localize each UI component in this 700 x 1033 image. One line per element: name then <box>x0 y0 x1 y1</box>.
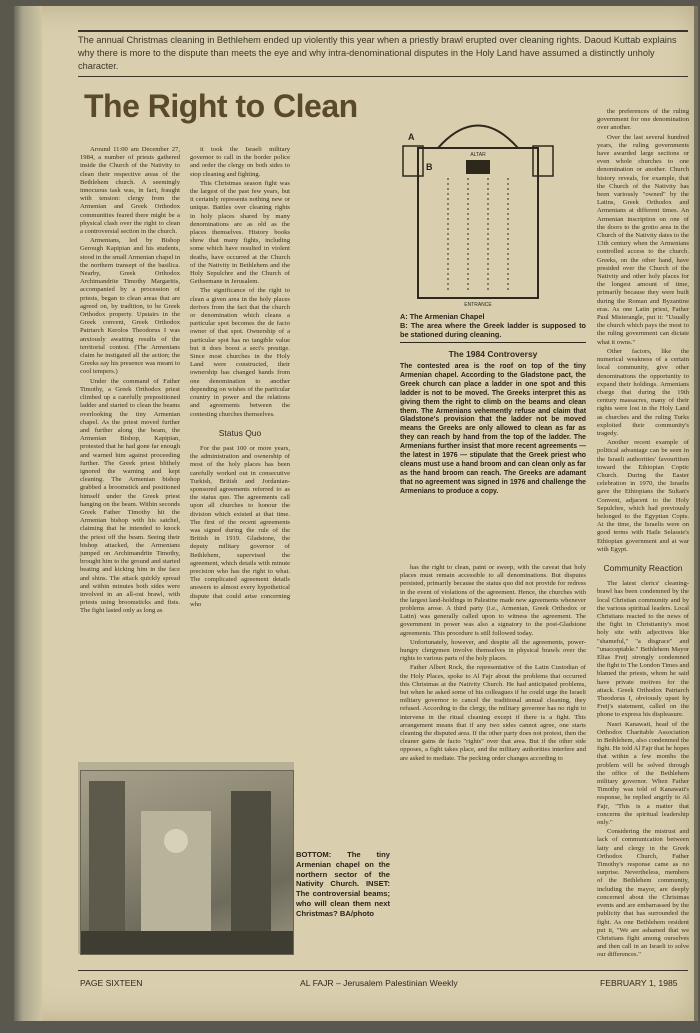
paragraph: Other factors, like the numerical weakness of a certain local community, give other denominations the opportunity to expand their holdings. Armenians charge that during the 19th century massacres, many of their rights were lost in the Holy Land as churches and the ruling Turks exploited their community's tragedy. <box>597 347 689 437</box>
column-3 <box>400 564 586 764</box>
paragraph: Around 11:00 am December 27, 1984, a number of priests gathered inside the Church of the Nativity to clean their respective areas of the Bethlehem church. A seemingly innocuous task was, in fact, fraught with tension: clergy from the Armenian and Greek Orthodox communities feared there might be a physical clash over the right to clean a controversial section in the church. <box>80 146 180 236</box>
column-1 <box>80 146 180 617</box>
footer-rule <box>78 970 688 971</box>
paragraph: has the right to clean, paint or sweep, with the caveat that holy places must remain accessible to all denominations. But disputes persisted, primarily because the status quo did not provide for redress in the event of violations of the agreement. Hence, the churches with the largest land-holdings in Palestine made new agreements whenever problems arose. A third party (i.e., Armenian, Greek Orthodox or Latin) was generally called upon to witness the agreement. The government in power was also a signatory to the post-Gladstone agreements. This procedure is still followed today. <box>400 564 586 637</box>
entrance-label: ENTRANCE <box>464 302 492 308</box>
column-4 <box>597 108 689 961</box>
photo-caption-wrap <box>296 850 390 919</box>
paragraph: Under the command of Father Timothy, a Greek Orthodox priest climbed up a carefully prepositioned ladder and started to clean the beams overlooking the tiny Armenian chapel. As the priest moved further and further along the beam, the Armenian Bishop, Kapipian, protested that he had gone far enough and warned him against proceeding further. The Greek priest blithely ignored the warning and kept cleaning. The Armenian bishop grabbed a broomstick and positioned himself under the Greek priest hanging on the beam. Within seconds Greek Father Timothy hit the Armenian bishop with his satchel, claiming that he intended to knock the priest off the beam. Seeing their bishop attacked, the Armenians jumped on Archimandrite Timothy, brought him to the ground and started beating and kicking him in the face and shins. The attack quickly spread and within minutes both sides were involved in an all-out brawl, with priests using broomsticks and fists. The fight lasted only as long as <box>80 377 180 615</box>
photo-caption: BOTTOM: The tiny Armenian chapel on the northern sector of the Nativity Church. INSET: The controversial beams; who will clean them next Christmas? BA/photo <box>296 850 390 918</box>
chapel-photo <box>80 770 294 955</box>
paragraph: Father Albert Rock, the representative of the Latin Custodian of the Holy Places, spoke to Al Fajr about the problems that occurred this Christmas at the Nativity Church. He had anticipated problems, but when he asked some of his colleagues if he could urge the Israeli military governor to cancel the traditional annual cleaning, they refused. According to the clergy, the military governor has no right to intervene in the ritual cleaning except if there is a fight. This arrangement means that if any two sides cannot agree, one starts cleaning the disputed area. If the other party does not protest, then the cleaner gains de facto "rights" over that area. But if the other side opposes, a fight takes place, and the military authorities interfere and are asked to mediate. The pecking order changes according to <box>400 664 586 762</box>
paragraph: This Christmas season fight was the largest of the past few years, but it certainly represents nothing new or unique. Battles over cleaning rights in holy places shared by many denominations are as old as the places themselves. History books show that many fights, including some which have resulted in violent deaths, have occurred at the Church of the Nativity in Bethlehem and the Holy Sepulchre and the Church of Gethsemane in Jerusalem. <box>190 179 290 286</box>
column-2 <box>190 146 290 610</box>
north-transept <box>403 146 423 176</box>
paragraph: The latest clerics' cleaning-brawl has been condemned by the local Christian community and by the various spiritual leaders. Local Christians reacted to the news of the fight in Christianity's most holy site with adjectives like "shameful," "a disgrace" and "unacceptable." Bethlehem Mayor Elias Freij strongly condemned the fight to The London Times and blamed the priests, whom he said have private motives for the attack. Greek Orthodox Patriarch Theodorus I, obviously upset by Freij's statement, called on the phone to express his displeasure. <box>597 580 689 719</box>
pillar <box>231 791 271 931</box>
issue-date: FEBRUARY 1, 1985 <box>600 978 678 988</box>
apse <box>438 126 518 149</box>
paragraph: the preferences of the ruling government for one denomination over another. <box>597 108 689 132</box>
top-rule <box>78 30 688 32</box>
article-intro: The annual Christmas cleaning in Bethlehem ended up violently this year when a priestly brawl erupted over cleaning rights. Daoud Kuttab explains why there is more to the dispute than meets the eye and why intra-denominational disputes in the Holy Land have assumed a distinctly unholy character. <box>78 35 677 71</box>
church-floor-plan <box>398 108 576 308</box>
section-heading-status-quo: Status Quo <box>218 427 262 438</box>
paragraph: Considering the mistrust and lack of communication between laity and clergy in the Greek Orthodox Church, Father Timothy's response came as no surprise. Nevertheless, members of the Bethlehem community, including the mayor, are deeply concerned about the Christmas events and are embarrassed by the publicity that has surrounded the fight. As one Bethlehem resident put it, "We are ashamed that we Christians fight among ourselves and then call in an Israeli to solve our differences." <box>597 828 689 959</box>
caption-b: B: The area where the Greek ladder is supposed to be stationed during cleaning. <box>400 321 586 340</box>
paragraph: Nasri Kanawati, head of the Orthodox Charitable Association in Bethlehem, also condemned the fight. He told Al Fajr that he hopes that within a few months the problem will be solved through the office of the Bethlehem military governor. When Father Timothy was told of Kanawati's response, he replied angrily to Al Fajr, "This is a matter that concerns the spiritual leadership only." <box>597 720 689 827</box>
controversy-text: The contested area is the roof on top of the tiny Armenian chapel. According to the Gladstone pact, the Greek church can place a ladder in one spot and this ladder is not to be moved. The Greeks interpret this as giving them the right to climb on the beams and clean them. The Armenians vehemently refuse and claim that Gladstone's provision that the ladder not be moved means the Greeks are only allowed to clean as far as they can reach by hand from the top of the ladder. The Armenians further insist that more recent agreements — the latest in 1976 — stipulate that the Greek priest who cleans must use a hand broom and can clean only as far as the hand broom can reach. The Greeks are adamant that no agreement was signed in 1976 and challenge the Armenians to produce a copy. <box>400 363 586 495</box>
south-transept <box>533 146 553 176</box>
paragraph: it took the Israeli military governor to call in the border police and order the clergy on both sides to stop cleaning and fighting. <box>190 146 290 178</box>
diagram-caption <box>400 312 586 340</box>
page-number: PAGE SIXTEEN <box>80 978 143 988</box>
altar-label: ALTAR <box>470 152 486 158</box>
point-b-label: B <box>426 162 433 172</box>
paragraph: Armenians, led by Bishop Gerough Kapipian and his students, stood in the small Armenian chapel in the northern transept of the basilica. Nearby, Greek Orthodox Archimandrite Timothy Margaritis, accompanied by a procession of priests, began to clean areas that are agreed on, by tradition, to be Greek Orthodox property. Upstairs in the Greek convent, Greek Orthodox Patriarch Kerolos Theodorus I was anxiously awaiting results of the territorial contest. (The Armenians claim he instigated all the action; the Greeks say his presence was meant to cool tempers.) <box>80 237 180 376</box>
paragraph: The significance of the right to clean a given area in the holy places derives from the fact that the church or denomination which cleans a particular spot becomes the de facto owner of that spot. Ownership of a particular spot has no tangible value but it does boost a sect's prestige. Since most churches in the Holy Land were constructed, their ownership has changed hands from one denomination to another depending on wishes of the particular country in power and the relations and agreements between the contesting churches themselves. <box>190 287 290 418</box>
altar-block <box>466 160 490 174</box>
paragraph: Over the last several hundred years, the ruling governments have awarded large sections or even whole churches to one denomination or another. Church history reveals, for example, that the Church of the Nativity has been variously "owned" by the Latins, Greek Orthodox and Armenians at different times. An Armenian inscription on one of the doors to the grotto area in the Church of the Nativity dates to the 13th century when the Armenians controlled access to the church. Greeks, on the other hand, have presided over the Church of the Nativity and other holy places for the longest amount of time, primarily because they were built during the Roman and Byzantine eras. As one Latin priest, Father Paul Misterangle, put it: "Usually the church which pays the most to the ruling government can dictate what it owns." <box>597 133 689 346</box>
publication-name: AL FAJR – Jerusalem Palestinian Weekly <box>300 978 458 988</box>
paragraph: For the past 100 or more years, the administration and ownership of most of the holy places has been carefully worked out in consecutive Turkish, British and Jordanian-sponsored agreements referred to as the status quo. The agreements call upon all churches to honour the division which existed at that time. The first of the recent agreements was signed during the rule of the British in 1919. Gladstone, the deputy military governor of Bethlehem, supervised the agreement, which details with minute precision who has the right to what. The complicated agreement details answers to almost every hypothetical dispute that could arise concerning who <box>190 444 290 608</box>
pillar <box>89 781 125 931</box>
page-edge <box>694 6 698 1021</box>
caption-a: A: The Armenian Chapel <box>400 312 485 321</box>
binding-edge <box>14 6 42 1021</box>
section-heading-controversy: The 1984 Controversy <box>448 349 538 359</box>
lamp <box>164 829 188 853</box>
photo-illustration <box>81 771 293 954</box>
paragraph: Unfortunately, however, and despite all the agreements, power-hungry clergymen involve themselves in physical brawls over the rights to various parts of the holy places. <box>400 638 586 663</box>
section-heading-community: Community Reaction <box>603 562 683 573</box>
floor <box>81 931 293 954</box>
paragraph: Another recent example of political advantage can be seen in the Israeli authorities' favouritism toward the Ethiopian Coptic Church. During the Easter celebration in 1970, the Israelis gave the Ethiopians the Sultan's Convent, adjacent to the Holy Sepulchre, which had previously belonged to the Egyptian Copts. At the time, the Israelis were on good terms with Haile Selassie's Ethiopian government and at war with Egypt. <box>597 439 689 553</box>
intro-rule <box>78 76 688 77</box>
article-title: The Right to Clean <box>84 88 358 124</box>
controversy-sidebar <box>400 342 586 497</box>
point-a-label: A <box>408 132 415 142</box>
